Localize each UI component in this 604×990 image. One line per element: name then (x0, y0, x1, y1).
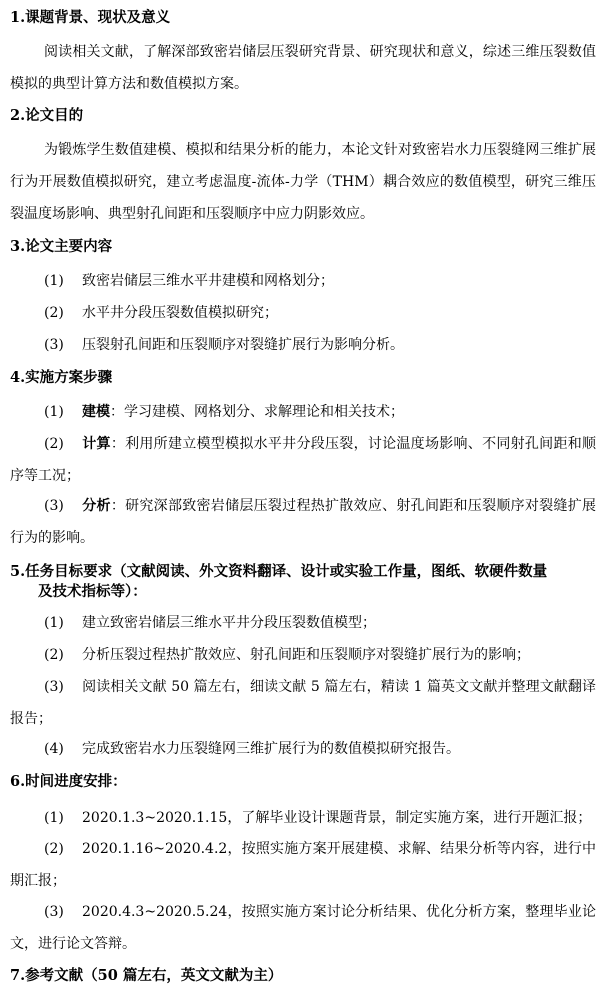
list-item-number: (1) (44, 273, 64, 289)
section-2-body: 为锻炼学生数值建模、模拟和结果分析的能力，本论文针对致密岩水力压裂缝网三维扩展行为开展数值模拟研究，建立考虑温度-流体-力学（THM）耦合效应的数值模型，研究三维压裂温度场影响、典型射孔间距和压裂顺序中应力阴影效应。 (10, 142, 596, 222)
section-3-heading: 3.论文主要内容 (10, 238, 113, 255)
list-item-number: (4) (44, 741, 64, 757)
list-item-text: 完成致密岩水力压裂缝网三维扩展行为的数值模拟研究报告。 (82, 741, 460, 757)
list-item-number: (1) (44, 810, 64, 826)
list-item (10, 733, 596, 765)
list-item (10, 297, 596, 329)
list-item (10, 490, 596, 554)
section-7-heading: 7.参考文献（50 篇左右，英文文献为主） (10, 967, 283, 984)
list-item-number: (2) (44, 647, 64, 663)
section-6-heading: 6.时间进度安排： (10, 773, 127, 790)
list-item-text: ：研究深部致密岩储层压裂过程热扩散效应、射孔间距和压裂顺序对裂缝扩展行为的影响。 (10, 498, 597, 546)
list-item (10, 896, 596, 960)
list-item-keyword: 计算 (82, 436, 111, 452)
section-4-heading: 4.实施方案步骤 (10, 369, 113, 386)
list-item-text: 2020.4.3~2020.5.24，按照实施方案讨论分析结果、优化分析方案，整理毕业论文，进行论文答辩。 (10, 904, 596, 952)
section-2-heading: 2.论文目的 (10, 107, 84, 124)
section-5-heading-line-2: 及技术指标等）： (38, 583, 147, 600)
list-item (10, 671, 596, 735)
list-item (10, 802, 596, 834)
list-item-number: (2) (44, 841, 64, 857)
section-5-heading-line-1: 5.任务目标要求（文献阅读、外文资料翻译、设计或实验工作量，图纸、软硬件数量 (10, 563, 548, 580)
list-item-number: (1) (44, 404, 64, 420)
list-item-text: 2020.1.3~2020.1.15，了解毕业设计课题背景，制定实施方案，进行开题汇报； (82, 810, 592, 826)
section-5-heading (10, 562, 595, 602)
list-item-text: 致密岩储层三维水平井建模和网格划分； (82, 273, 334, 289)
list-item (10, 833, 596, 897)
list-item (10, 396, 596, 428)
list-item-number: (1) (44, 615, 64, 631)
list-item-keyword: 分析 (82, 498, 111, 514)
list-item-keyword: 建模 (82, 404, 110, 420)
list-item-text: 分析压裂过程热扩散效应、射孔间距和压裂顺序对裂缝扩展行为的影响； (82, 647, 530, 663)
list-item (10, 329, 596, 361)
list-item-number: (3) (44, 337, 64, 353)
list-item-number: (3) (44, 498, 64, 514)
list-item-number: (2) (44, 436, 64, 452)
section-1-heading: 1.课题背景、现状及意义 (10, 9, 171, 26)
list-item-text: 压裂射孔间距和压裂顺序对裂缝扩展行为影响分析。 (82, 337, 404, 353)
list-item (10, 607, 596, 639)
list-item (10, 428, 596, 492)
list-item-text: ：学习建模、网格划分、求解理论和相关技术； (110, 404, 404, 420)
list-item-number: (3) (44, 679, 64, 695)
list-item (10, 265, 596, 297)
list-item (10, 639, 596, 671)
list-item-text: 水平井分段压裂数值模拟研究； (82, 305, 278, 321)
list-item-text: 建立致密岩储层三维水平井分段压裂数值模型； (82, 615, 376, 631)
list-item-number: (2) (44, 305, 64, 321)
list-item-text: ：利用所建立模型模拟水平井分段压裂，讨论温度场影响、不同射孔间距和顺序等工况； (10, 436, 597, 484)
list-item-text: 阅读相关文献 50 篇左右，细读文献 5 篇左右，精读 1 篇英文文献并整理文献翻译报告； (10, 679, 596, 727)
section-1-body: 阅读相关文献，了解深部致密岩储层压裂研究背景、研究现状和意义，综述三维压裂数值模拟的典型计算方法和数值模拟方案。 (10, 44, 596, 92)
list-item-text: 2020.1.16~2020.4.2，按照实施方案开展建模、求解、结果分析等内容，进行中期汇报； (10, 841, 596, 889)
list-item-number: (3) (44, 904, 64, 920)
